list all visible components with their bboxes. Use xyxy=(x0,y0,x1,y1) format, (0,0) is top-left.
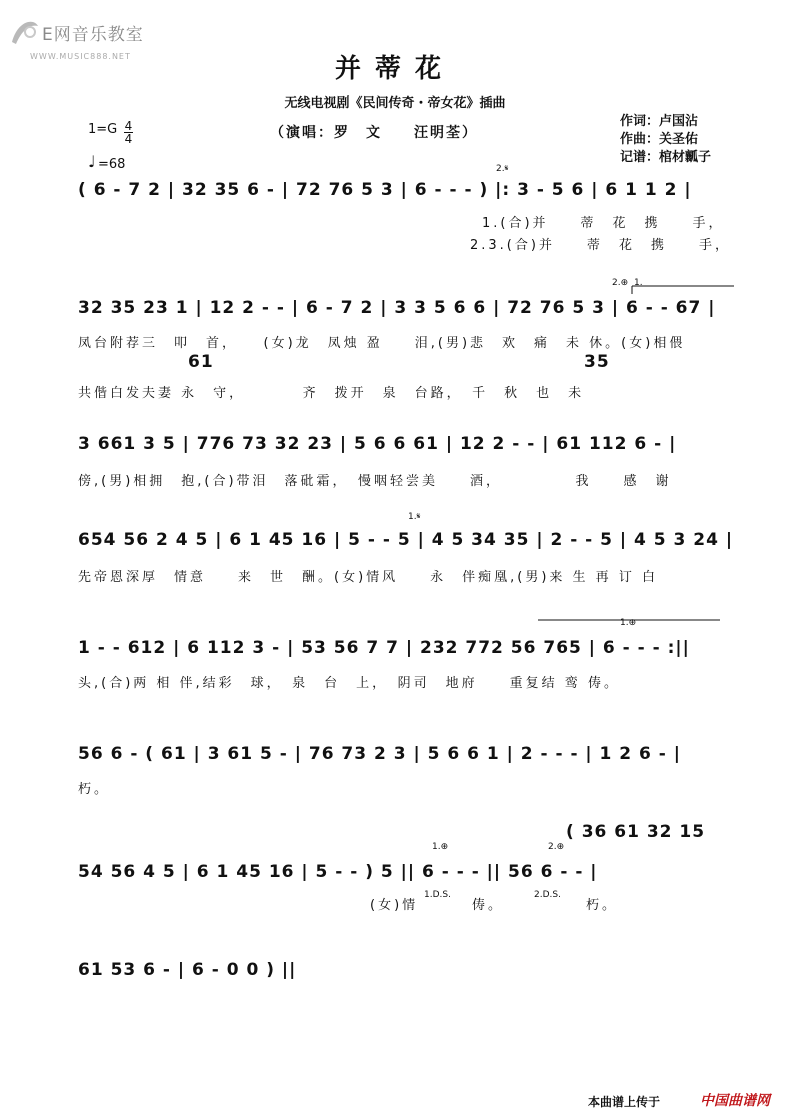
lyrics: (女)情 xyxy=(370,898,419,913)
key-signature: 1=G xyxy=(88,122,118,137)
notation: ( 6 - 7 2 | 32 35 6 - | 72 76 5 3 | 6 - - - ) |: 3 - 5 6 | 6 1 1 2 | xyxy=(78,180,692,200)
watermark-text: E网音乐教室 xyxy=(42,25,144,45)
watermark-url: WWW.MUSIC888.NET xyxy=(30,52,131,61)
ds-mark: 2.D.S. xyxy=(534,890,561,900)
notation: 1 - - 612 | 6 112 3 - | 53 56 7 7 | 232 772 56 765 | 6 - - - :|| xyxy=(78,638,690,658)
lyric-verse-1: 凤台附荐三 叩 首， (女)龙 凤烛 盈 泪,(男)悲 欢 痛 未 休。(女)相偎 xyxy=(78,336,686,351)
lyric-verse-1: 1.(合)并 蒂 花 携 手， xyxy=(482,216,725,231)
footer-uploaded: 本曲谱上传于 xyxy=(588,1095,661,1109)
volta-mark: 1. xyxy=(634,278,643,288)
coda-mark: 2.⊕ xyxy=(612,278,629,288)
notation: 56 6 - ( 61 | 3 61 5 - | 76 73 2 3 | 5 6 6 1 | 2 - - - | 1 2 6 - | xyxy=(78,744,681,764)
lyrics: 头,(合)两 相 伴,结彩 球， 泉 台 上， 阴司 地府 重复结 鸾 俦。 xyxy=(78,676,620,691)
segno-mark: 1.𝄋 xyxy=(408,512,421,522)
lyric-verse-2: 2.3.(合)并 蒂 花 携 手， xyxy=(470,238,731,253)
singers: （演唱：罗 文 汪明荃） xyxy=(270,125,478,141)
alt-notes: 35 xyxy=(584,352,610,372)
watermark-logo xyxy=(8,12,44,48)
credit-composer: 作曲：关圣佑 xyxy=(620,132,699,147)
notation: 3 661 3 5 | 776 73 32 23 | 5 6 6 61 | 12 2 - - | 61 112 6 - | xyxy=(78,434,677,454)
quarter-note-icon: ♩ xyxy=(88,152,96,171)
notation: 654 56 2 4 5 | 6 1 45 16 | 5 - - 5 | 4 5 34 35 | 2 - - 5 | 4 5 3 24 | xyxy=(78,530,734,550)
segno-mark: 2.𝄋 xyxy=(496,164,509,174)
tempo: =68 xyxy=(98,157,126,172)
credit-lyricist: 作词：卢国沾 xyxy=(620,114,699,129)
time-signature: 4 4 xyxy=(124,119,133,146)
song-title: 并蒂花 xyxy=(334,54,455,84)
footer-site-logo: 中国曲谱网 xyxy=(700,1093,770,1109)
notation: 32 35 23 1 | 12 2 - - | 6 - 7 2 | 3 3 5 6 6 | 72 76 5 3 | 6 - - 67 | xyxy=(78,298,716,318)
lyric-verse-2: 共偕白发夫妻 永 守， 齐 拨开 泉 台路， 千 秋 也 未 xyxy=(78,386,585,401)
notation: 54 56 4 5 | 6 1 45 16 | 5 - - ) 5 || 6 - - - || 56 6 - - | xyxy=(78,862,598,882)
lyrics: 朽。 xyxy=(586,898,619,913)
coda-mark: 1.⊕ xyxy=(620,618,637,628)
lyrics: 俦。 xyxy=(472,898,505,913)
alt-notes: 61 xyxy=(188,352,214,372)
coda-mark: 2.⊕ xyxy=(548,842,565,852)
credit-transcriber: 记谱：棺材瓤子 xyxy=(620,150,712,165)
lyrics: 先帝恩深厚 情意 来 世 酬。(女)情风 永 伴痴凰,(男)来 生 再 订 白 xyxy=(78,570,658,585)
lyrics: 傍,(男)相拥 抱,(合)带泪 落砒霜， 慢咽轻尝美 酒， 我 感 谢 xyxy=(78,474,672,489)
volta-bracket xyxy=(0,614,790,634)
coda-mark: 1.⊕ xyxy=(432,842,449,852)
lyrics: 朽。 xyxy=(78,782,111,797)
volta-bracket xyxy=(0,280,790,300)
song-subtitle: 无线电视剧《民间传奇・帝女花》插曲 xyxy=(284,96,506,111)
notation: 61 53 6 - | 6 - 0 0 ) || xyxy=(78,960,297,980)
ds-mark: 1.D.S. xyxy=(424,890,451,900)
notation-upper: ( 36 61 32 15 xyxy=(566,822,706,842)
